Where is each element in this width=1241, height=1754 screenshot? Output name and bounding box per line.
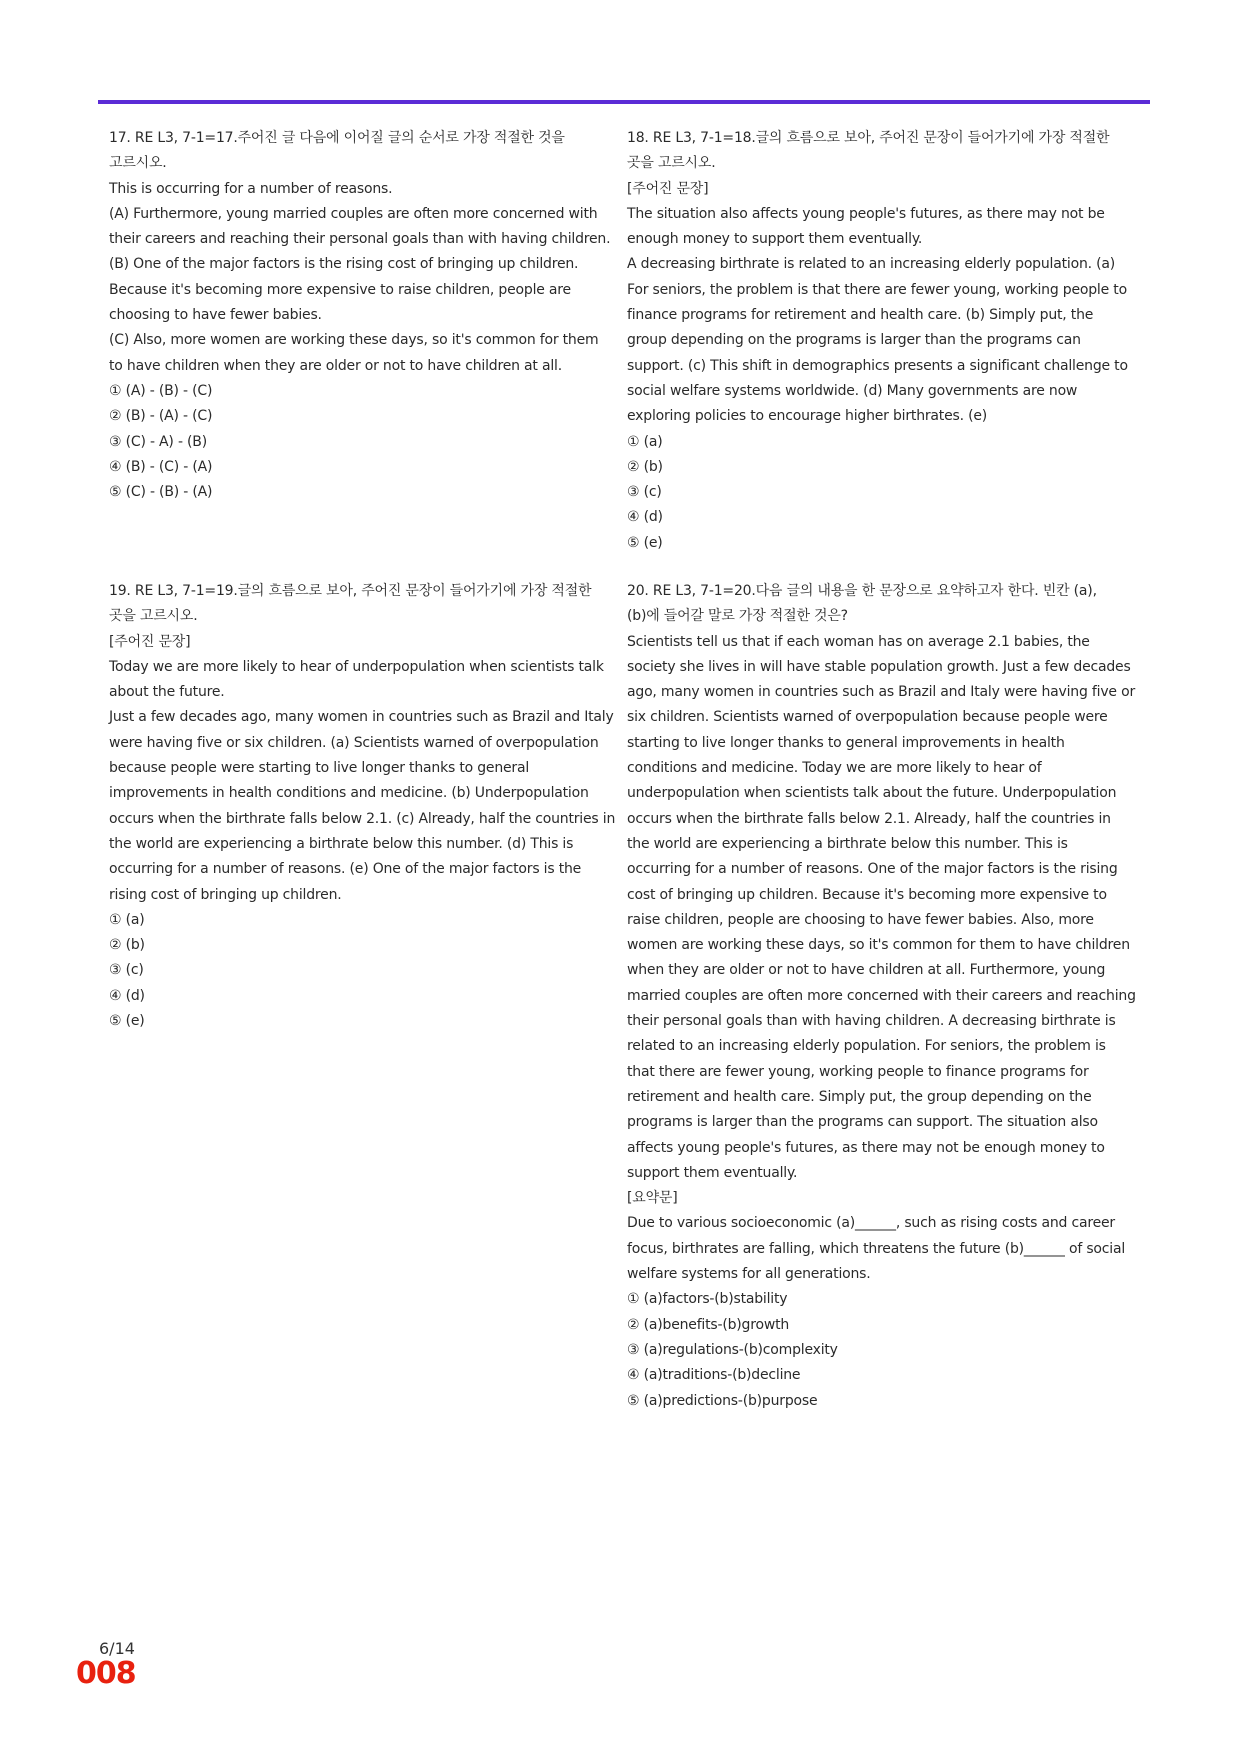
question-line: exploring policies to encourage higher birthrates. (e) <box>627 408 988 425</box>
question-line: six children. Scientists warned of overpopulation because people were <box>627 709 1108 726</box>
question-line: occurring for a number of reasons. One of the major factors is the rising <box>627 861 1118 878</box>
question-line: group depending on the programs is larger than the programs can <box>627 332 1081 349</box>
question-line: 고르시오. <box>109 155 167 172</box>
question-line: support them eventually. <box>627 1164 798 1181</box>
question-line: Just a few decades ago, many women in countries such as Brazil and Italy <box>109 709 614 726</box>
question-line: the world are experiencing a birthrate below this number. (d) This is <box>109 835 574 852</box>
question-line: affects young people's futures, as there may not be enough money to <box>627 1139 1105 1156</box>
question-line: about the future. <box>109 684 225 701</box>
question-line: ⑤ (e) <box>627 534 663 551</box>
question-line: (B) One of the major factors is the rising cost of bringing up children. <box>109 256 579 273</box>
question-line: because people were starting to live longer thanks to general <box>109 760 530 777</box>
question-line: welfare systems for all generations. <box>627 1266 871 1283</box>
question-line: ① (a) <box>109 911 145 928</box>
question-line: the world are experiencing a birthrate below this number. This is <box>627 835 1068 852</box>
question-line: ① (a) <box>627 433 663 450</box>
question-line: Because it's becoming more expensive to raise children, people are <box>109 281 571 298</box>
question-line: ⑤ (e) <box>109 1013 145 1030</box>
header-rule <box>98 100 1150 104</box>
question-line: Scientists tell us that if each woman has on average 2.1 babies, the <box>627 633 1090 650</box>
question-line: conditions and medicine. Today we are more likely to hear of <box>627 760 1042 777</box>
question-line: their careers and reaching their personal goals than with having children. <box>109 231 611 248</box>
question-line: ④ (a)traditions-(b)decline <box>627 1367 801 1384</box>
question-line: support. (c) This shift in demographics presents a significant challenge to <box>627 357 1128 374</box>
question-line: Due to various socioeconomic (a)______, such as rising costs and career <box>627 1215 1115 1232</box>
question-line: occurring for a number of reasons. (e) One of the major factors is the <box>109 861 582 878</box>
question-line: ④ (d) <box>109 987 145 1004</box>
question-line: choosing to have fewer babies. <box>109 307 322 324</box>
question-line: when they are older or not to have children at all. Furthermore, young <box>627 962 1106 979</box>
question-line: married couples are often more concerned with their careers and reaching <box>627 987 1136 1004</box>
question-line: related to an increasing elderly population. For seniors, the problem is <box>627 1038 1106 1055</box>
question-line: [주어진 문장] <box>109 633 191 650</box>
question-line: focus, birthrates are falling, which threatens the future (b)______ of social <box>627 1240 1126 1257</box>
page-code: 008 <box>76 1656 136 1691</box>
question-line: women are working these days, so it's common for them to have children <box>627 937 1130 954</box>
question-line: 17. RE L3, 7-1=17.주어진 글 다음에 이어질 글의 순서로 가장 적절한 것을 <box>109 130 565 146</box>
question-line: ④ (B) - (C) - (A) <box>109 458 213 475</box>
question-line: This is occurring for a number of reasons. <box>109 180 393 197</box>
question-line: ① (A) - (B) - (C) <box>109 382 213 399</box>
question-line: (b)에 들어갈 말로 가장 적절한 것은? <box>627 608 848 625</box>
question-line: that there are fewer young, working people to finance programs for <box>627 1063 1089 1080</box>
question-line: improvements in health conditions and medicine. (b) Underpopulation <box>109 785 589 802</box>
question-line: starting to live longer thanks to general improvements in health <box>627 734 1065 751</box>
question-19 <box>109 579 617 1034</box>
question-line: rising cost of bringing up children. <box>109 886 342 903</box>
question-18 <box>627 126 1135 556</box>
question-line: ③ (c) <box>109 962 144 979</box>
question-line: society she lives in will have stable population growth. Just a few decades <box>627 658 1131 675</box>
question-line: A decreasing birthrate is related to an increasing elderly population. (a) <box>627 256 1116 273</box>
question-line: 곳을 고르시오. <box>109 608 198 625</box>
page-number: 6/14 <box>99 1639 135 1658</box>
question-line: (C) Also, more women are working these days, so it's common for them <box>109 332 599 349</box>
question-line: were having five or six children. (a) Scientists warned of overpopulation <box>109 734 599 751</box>
question-line: ago, many women in countries such as Brazil and Italy were having five or <box>627 684 1136 701</box>
question-line: [요약문] <box>627 1190 678 1207</box>
question-line: enough money to support them eventually. <box>627 231 923 248</box>
question-line: (A) Furthermore, young married couples are often more concerned with <box>109 205 598 222</box>
question-line: ③ (c) <box>627 484 662 501</box>
question-line: ② (b) <box>109 937 145 954</box>
question-line: to have children when they are older or not to have children at all. <box>109 357 562 374</box>
question-line: ① (a)factors-(b)stability <box>627 1291 788 1308</box>
question-line: ③ (C) - A) - (B) <box>109 433 207 450</box>
question-line: occurs when the birthrate falls below 2.1. Already, half the countries in <box>627 810 1111 827</box>
question-line: underpopulation when scientists talk about the future. Underpopulation <box>627 785 1117 802</box>
question-line: ② (b) <box>627 458 663 475</box>
question-line: ② (a)benefits-(b)growth <box>627 1316 790 1333</box>
question-line: retirement and health care. Simply put, the group depending on the <box>627 1088 1092 1105</box>
question-line: ③ (a)regulations-(b)complexity <box>627 1341 838 1358</box>
question-line: 18. RE L3, 7-1=18.글의 흐름으로 보아, 주어진 문장이 들어가기에 가장 적절한 <box>627 130 1110 146</box>
question-17 <box>109 126 617 505</box>
question-line: finance programs for retirement and health care. (b) Simply put, the <box>627 307 1094 324</box>
question-line: 19. RE L3, 7-1=19.글의 흐름으로 보아, 주어진 문장이 들어가기에 가장 적절한 <box>109 583 592 599</box>
question-line: ④ (d) <box>627 509 663 526</box>
question-line: raise children, people are choosing to have fewer babies. Also, more <box>627 911 1094 928</box>
question-line: [주어진 문장] <box>627 180 709 197</box>
question-line: social welfare systems worldwide. (d) Many governments are now <box>627 382 1078 399</box>
question-line: 20. RE L3, 7-1=20.다음 글의 내용을 한 문장으로 요약하고자 한다. 빈칸 (a), <box>627 583 1097 599</box>
question-line: programs is larger than the programs can support. The situation also <box>627 1114 1098 1131</box>
question-line: Today we are more likely to hear of underpopulation when scientists talk <box>109 658 604 675</box>
question-line: ⑤ (a)predictions-(b)purpose <box>627 1392 818 1409</box>
question-line: occurs when the birthrate falls below 2.1. (c) Already, half the countries in <box>109 810 616 827</box>
question-line: cost of bringing up children. Because it's becoming more expensive to <box>627 886 1107 903</box>
question-20 <box>627 579 1135 1414</box>
question-line: their personal goals than with having children. A decreasing birthrate is <box>627 1013 1116 1030</box>
question-line: The situation also affects young people's futures, as there may not be <box>627 205 1105 222</box>
question-line: ② (B) - (A) - (C) <box>109 408 213 425</box>
question-line: 곳을 고르시오. <box>627 155 716 172</box>
question-line: For seniors, the problem is that there are fewer young, working people to <box>627 281 1127 298</box>
question-line: ⑤ (C) - (B) - (A) <box>109 484 213 501</box>
